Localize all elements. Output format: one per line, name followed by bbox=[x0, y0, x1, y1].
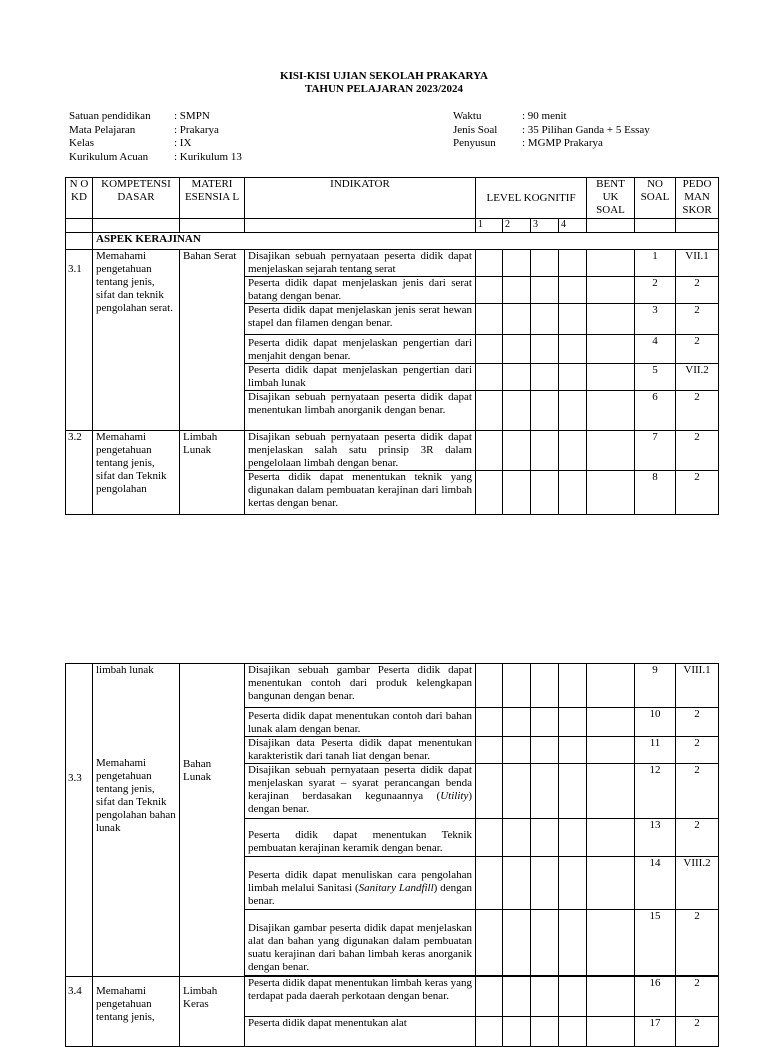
kompetensi-dasar-cell bbox=[93, 664, 180, 977]
skor-cell: 2 bbox=[676, 277, 719, 304]
kd-number: 3.2 bbox=[66, 431, 93, 515]
section-title: ASPEK KERAJINAN bbox=[93, 233, 719, 250]
school-info bbox=[69, 110, 242, 164]
indikator-cell: Peserta didik dapat menjelaskan pengertian dari limbah lunak bbox=[245, 364, 476, 391]
indikator-cell: Peserta didik dapat menentukan contoh dari bahan lunak alam dengan benar. bbox=[245, 708, 476, 737]
materi-esensial: Limbah Lunak bbox=[180, 431, 245, 515]
no-soal-cell: 7 bbox=[635, 431, 676, 471]
no-soal-cell: 9 bbox=[635, 664, 676, 708]
kd-number: 3.3 bbox=[68, 772, 82, 784]
info-row: Jenis Soal : 35 Pilihan Ganda + 5 Essay bbox=[453, 123, 650, 136]
kd-number: 3.4 bbox=[68, 985, 82, 997]
skor-cell: 2 bbox=[676, 708, 719, 737]
no-soal-cell: 17 bbox=[635, 1017, 676, 1047]
kd-number: 3.1 bbox=[68, 263, 82, 275]
skor-cell: 2 bbox=[676, 391, 719, 431]
info-row: Kurikulum Acuan : Kurikulum 13 bbox=[69, 150, 242, 163]
indikator-cell: Peserta didik dapat menentukan limbah keras yang terdapat pada daerah perkotaan dengan benar. bbox=[245, 977, 476, 1017]
no-soal-cell: 2 bbox=[635, 277, 676, 304]
skor-cell: VIII.1 bbox=[676, 664, 719, 708]
header-no-kd: N O KD bbox=[66, 178, 93, 219]
no-soal-cell: 6 bbox=[635, 391, 676, 431]
document-title: KISI-KISI UJIAN SEKOLAH PRAKARYA bbox=[280, 70, 488, 82]
indikator-cell: Peserta didik dapat menentukan teknik yang digunakan dalam pembuatan kerajinan dari limbah kertas dengan benar. bbox=[245, 471, 476, 515]
no-soal-cell: 3 bbox=[635, 304, 676, 335]
materi-esensial: Limbah Keras bbox=[183, 985, 218, 1010]
indikator-cell: Disajikan sebuah pernyataan peserta didik dapat menjelaskan salah satu prinsip 3R dalam pengelolaan limbah dengan benar. bbox=[245, 431, 476, 471]
no-soal-cell: 15 bbox=[635, 910, 676, 976]
indikator-cell: Disajikan sebuah gambar Peserta didik dapat menentukan contoh dari produk kelengkapan bangunan dengan benar. bbox=[245, 664, 476, 708]
blueprint-table-part1 bbox=[65, 177, 719, 515]
skor-cell: 2 bbox=[676, 910, 719, 976]
indikator-cell: Disajikan sebuah pernyataan peserta didik dapat menjelaskan syarat – syarat perancangan benda kerajinan berdasakan kegunaannya (Utility) dengan benar. bbox=[245, 764, 476, 819]
skor-cell: VII.2 bbox=[676, 364, 719, 391]
skor-cell: 2 bbox=[676, 471, 719, 515]
no-soal-cell: 16 bbox=[635, 977, 676, 1017]
level-3: 3 bbox=[531, 219, 559, 233]
no-soal-cell: 1 bbox=[635, 250, 676, 277]
skor-cell: 2 bbox=[676, 1017, 719, 1047]
header-kompetensi: KOMPETENSI DASAR bbox=[93, 178, 180, 219]
info-row: Kelas : IX bbox=[69, 137, 192, 149]
skor-cell: 2 bbox=[676, 819, 719, 857]
no-soal-cell: 13 bbox=[635, 819, 676, 857]
blueprint-table-part2 bbox=[65, 663, 719, 1047]
no-soal-cell: 12 bbox=[635, 764, 676, 819]
kompetensi-dasar: Memahami pengetahuan tentang jenis, sifat dan Teknik pengolahan bahan lunak bbox=[96, 757, 176, 834]
no-soal-cell: 14 bbox=[635, 857, 676, 910]
no-soal-cell: 10 bbox=[635, 708, 676, 737]
indikator-cell: Disajikan gambar peserta didik dapat menjelaskan alat dan bahan yang digunakan dalam pembuatan suatu kerajinan dari bahan limbah keras anorganik dengan benar. bbox=[245, 910, 476, 976]
indikator-cell: Disajikan sebuah pernyataan peserta didik dapat menjelaskan sejarah tentang serat bbox=[245, 250, 476, 277]
indikator-cell: Peserta didik dapat menjelaskan jenis serat hewan stapel dan filamen dengan benar. bbox=[245, 304, 476, 335]
info-row: Satuan pendidikan : SMPN bbox=[69, 110, 210, 122]
skor-cell: 2 bbox=[676, 304, 719, 335]
indikator-cell: Peserta didik dapat menjelaskan jenis dari serat batang dengan benar. bbox=[245, 277, 476, 304]
no-soal-cell: 4 bbox=[635, 335, 676, 364]
skor-cell: 2 bbox=[676, 977, 719, 1017]
document-subtitle: TAHUN PELAJARAN 2023/2024 bbox=[304, 83, 464, 95]
level-2: 2 bbox=[503, 219, 531, 233]
header-indikator: INDIKATOR bbox=[245, 178, 476, 219]
info-row: Penyusun : MGMP Prakarya bbox=[453, 137, 603, 149]
level-1: 1 bbox=[476, 219, 503, 233]
info-row: Mata Pelajaran : Prakarya bbox=[69, 123, 219, 136]
level-4: 4 bbox=[559, 219, 587, 233]
no-soal-cell: 5 bbox=[635, 364, 676, 391]
indikator-cell: Peserta didik dapat menuliskan cara pengolahan limbah melalui Sanitasi (Sanitary Landfill) dengan benar. bbox=[245, 857, 476, 910]
indikator-cell: Peserta didik dapat menentukan Teknik pembuatan kerajinan keramik dengan benar. bbox=[245, 819, 476, 857]
indikator-cell: Disajikan sebuah pernyataan peserta didik dapat menentukan limbah anorganik dengan benar. bbox=[245, 391, 476, 431]
header-pedoman-skor: PEDO MAN SKOR bbox=[676, 178, 719, 219]
indikator-cell: Peserta didik dapat menjelaskan pengertian dari menjahit dengan benar. bbox=[245, 335, 476, 364]
exam-info bbox=[453, 110, 650, 151]
header-materi: MATERI ESENSIA L bbox=[180, 178, 245, 219]
kompetensi-dasar: Memahami pengetahuan tentang jenis, sifat dan teknik pengolahan serat. bbox=[93, 250, 180, 431]
skor-cell: 2 bbox=[676, 737, 719, 764]
skor-cell: VIII.2 bbox=[676, 857, 719, 910]
skor-cell: 2 bbox=[676, 764, 719, 819]
header-level-kognitif: LEVEL KOGNITIF bbox=[476, 178, 587, 219]
materi-esensial: Bahan Lunak bbox=[183, 758, 212, 783]
kompetensi-dasar-continued: limbah lunak bbox=[96, 664, 154, 676]
no-soal-cell: 8 bbox=[635, 471, 676, 515]
header-bentuk-soal: BENT UK SOAL bbox=[587, 178, 635, 219]
skor-cell: VII.1 bbox=[676, 250, 719, 277]
skor-cell: 2 bbox=[676, 431, 719, 471]
materi-esensial: Bahan Serat bbox=[180, 250, 245, 431]
info-row: Waktu : 90 menit bbox=[453, 110, 567, 122]
skor-cell: 2 bbox=[676, 335, 719, 364]
kompetensi-dasar: Memahami pengetahuan tentang jenis, bbox=[96, 985, 155, 1023]
indikator-cell: Disajikan data Peserta didik dapat menentukan karakteristik dari tanah liat dengan benar. bbox=[245, 737, 476, 764]
indikator-cell: Peserta didik dapat menentukan alat bbox=[245, 1017, 476, 1047]
kompetensi-dasar: Memahami pengetahuan tentang jenis, sifat dan Teknik pengolahan bbox=[93, 431, 180, 515]
no-soal-cell: 11 bbox=[635, 737, 676, 764]
header-no-soal: NO SOAL bbox=[635, 178, 676, 219]
